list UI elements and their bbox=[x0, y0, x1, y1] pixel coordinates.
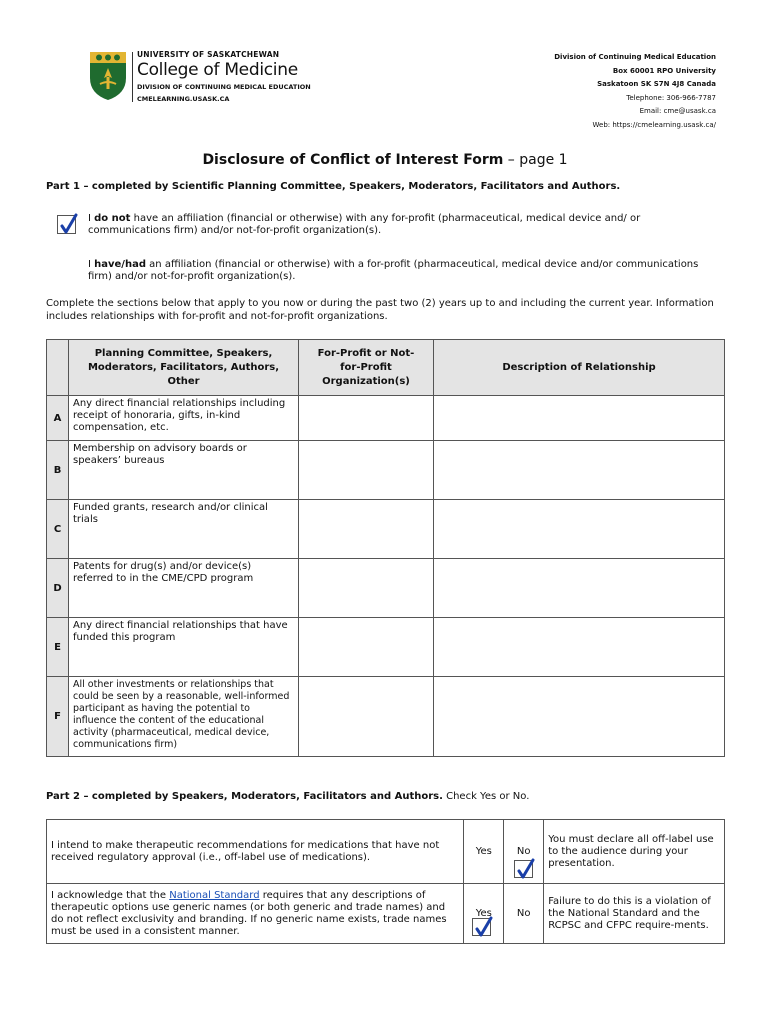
checkmark-icon bbox=[474, 916, 494, 938]
row-description: Patents for drug(s) and/or device(s) referred to in the CME/CPD program bbox=[69, 559, 299, 618]
do-not-checkbox[interactable] bbox=[57, 215, 76, 234]
offlabel-yes-cell[interactable] bbox=[464, 820, 504, 884]
do-not-option-text: I do not have an affiliation (financial or otherwise) with any for-profit (pharmaceutical, medical device and/ or communications firm) and/or not-for-profit organization(s). bbox=[88, 213, 641, 236]
part2-heading: Part 2 – completed by Speakers, Moderators, Facilitators and Authors. Check Yes or No. bbox=[46, 791, 530, 802]
letter-header-cell bbox=[47, 340, 69, 396]
org-input-cell[interactable] bbox=[299, 396, 434, 441]
row-description: Any direct financial relationships including receipt of honoraria, gifts, in-kind compensation, etc. bbox=[69, 396, 299, 441]
yes-label: Yes bbox=[475, 907, 492, 919]
role-header: Planning Committee, Speakers, Moderators, Facilitators, Authors, Other bbox=[69, 340, 299, 396]
table-row bbox=[47, 396, 725, 441]
relationship-input-cell[interactable] bbox=[434, 500, 725, 559]
contact-web: Web: https://cmelearning.usask.ca/ bbox=[592, 120, 716, 129]
part1-heading: Part 1 – completed by Scientific Planning Committee, Speakers, Moderators, Facilitators and Authors. bbox=[46, 181, 621, 192]
row-letter: C bbox=[47, 500, 69, 559]
contact-block bbox=[554, 51, 716, 132]
relationship-input-cell[interactable] bbox=[434, 677, 725, 757]
offlabel-no-checkbox[interactable] bbox=[514, 860, 533, 878]
division-name: DIVISION OF CONTINUING MEDICAL EDUCATION bbox=[137, 83, 311, 91]
row-letter: D bbox=[47, 559, 69, 618]
contact-box: Box 60001 RPO University bbox=[612, 66, 716, 75]
org-input-cell[interactable] bbox=[299, 441, 434, 500]
table-row bbox=[47, 820, 725, 884]
university-name: UNIVERSITY OF SASKATCHEWAN bbox=[137, 50, 280, 59]
row-description: Any direct financial relationships that have funded this program bbox=[69, 618, 299, 677]
table-row bbox=[47, 677, 725, 757]
standard-note: Failure to do this is a violation of the National Standard and the RCPSC and CFPC require-ments. bbox=[544, 884, 725, 944]
college-name: College of Medicine bbox=[137, 60, 298, 80]
row-letter: B bbox=[47, 441, 69, 500]
offlabel-no-cell[interactable] bbox=[504, 820, 544, 884]
relationship-input-cell[interactable] bbox=[434, 559, 725, 618]
row-description: Funded grants, research and/or clinical trials bbox=[69, 500, 299, 559]
row-letter: E bbox=[47, 618, 69, 677]
contact-email: Email: cme@usask.ca bbox=[639, 107, 716, 115]
page-title: Disclosure of Conflict of Interest Form – page 1 bbox=[202, 152, 568, 168]
row-letter: A bbox=[47, 396, 69, 441]
relationship-input-cell[interactable] bbox=[434, 441, 725, 500]
header-divider bbox=[132, 52, 133, 102]
usask-shield-logo bbox=[88, 50, 128, 102]
instructions-text: Complete the sections below that apply to you now or during the past two (2) years up to and including the current year. Information includes relationships with for-profit and not-for-profit organizations. bbox=[46, 298, 714, 322]
national-standard-statement: I acknowledge that the National Standard requires that any descriptions of therapeutic options use generic names (or both generic and trade names) and do not reflect exclusivity and branding. If no generic name exists, trade names must be used in a consistent manner. bbox=[47, 884, 464, 944]
contact-division: Division of Continuing Medical Education bbox=[554, 53, 716, 61]
standard-yes-checkbox[interactable] bbox=[472, 918, 491, 936]
no-label: No bbox=[516, 845, 531, 857]
no-label: No bbox=[516, 907, 531, 919]
org-input-cell[interactable] bbox=[299, 618, 434, 677]
table-row bbox=[47, 884, 725, 944]
offlabel-note: You must declare all off-label use to the audience during your presentation. bbox=[544, 820, 725, 884]
college-url: CMELEARNING.USASK.CA bbox=[137, 95, 230, 103]
relationship-input-cell[interactable] bbox=[434, 396, 725, 441]
row-letter: F bbox=[47, 677, 69, 757]
yes-label: Yes bbox=[475, 845, 492, 857]
table-row bbox=[47, 441, 725, 500]
national-standard-link[interactable]: National Standard bbox=[169, 889, 260, 901]
contact-city: Saskatoon SK S7N 4J8 Canada bbox=[597, 80, 716, 88]
contact-phone: Telephone: 306-966-7787 bbox=[626, 93, 716, 102]
university-branding bbox=[137, 50, 311, 103]
row-description: Membership on advisory boards or speakers’ bureaus bbox=[69, 441, 299, 500]
table-header-row bbox=[47, 340, 725, 396]
row-description: All other investments or relationships that could be seen by a reasonable, well-informed participant as having the potential to influence the content of the educational activity (pharmaceutical, medical device, communications firm) bbox=[69, 677, 299, 757]
org-input-cell[interactable] bbox=[299, 559, 434, 618]
standard-yes-cell[interactable] bbox=[464, 884, 504, 944]
standard-no-cell[interactable] bbox=[504, 884, 544, 944]
relationship-header: Description of Relationship bbox=[434, 340, 725, 396]
table-row bbox=[47, 618, 725, 677]
offlabel-statement: I intend to make therapeutic recommendations for medications that have not received regulatory approval (i.e., off-label use of medications). bbox=[47, 820, 464, 884]
table-row bbox=[47, 500, 725, 559]
part2-table bbox=[46, 819, 725, 944]
table-row bbox=[47, 559, 725, 618]
disclosure-table bbox=[46, 339, 725, 757]
org-header: For-Profit or Not-for-Profit Organization(s) bbox=[299, 340, 434, 396]
checkmark-icon bbox=[516, 858, 536, 880]
org-input-cell[interactable] bbox=[299, 677, 434, 757]
org-input-cell[interactable] bbox=[299, 500, 434, 559]
relationship-input-cell[interactable] bbox=[434, 618, 725, 677]
checkmark-icon bbox=[59, 213, 79, 235]
have-had-option-text: I have/had an affiliation (financial or otherwise) with a for-profit (pharmaceutical, medical device and/or communications firm) and/or not-for-profit organization(s). bbox=[88, 259, 699, 282]
